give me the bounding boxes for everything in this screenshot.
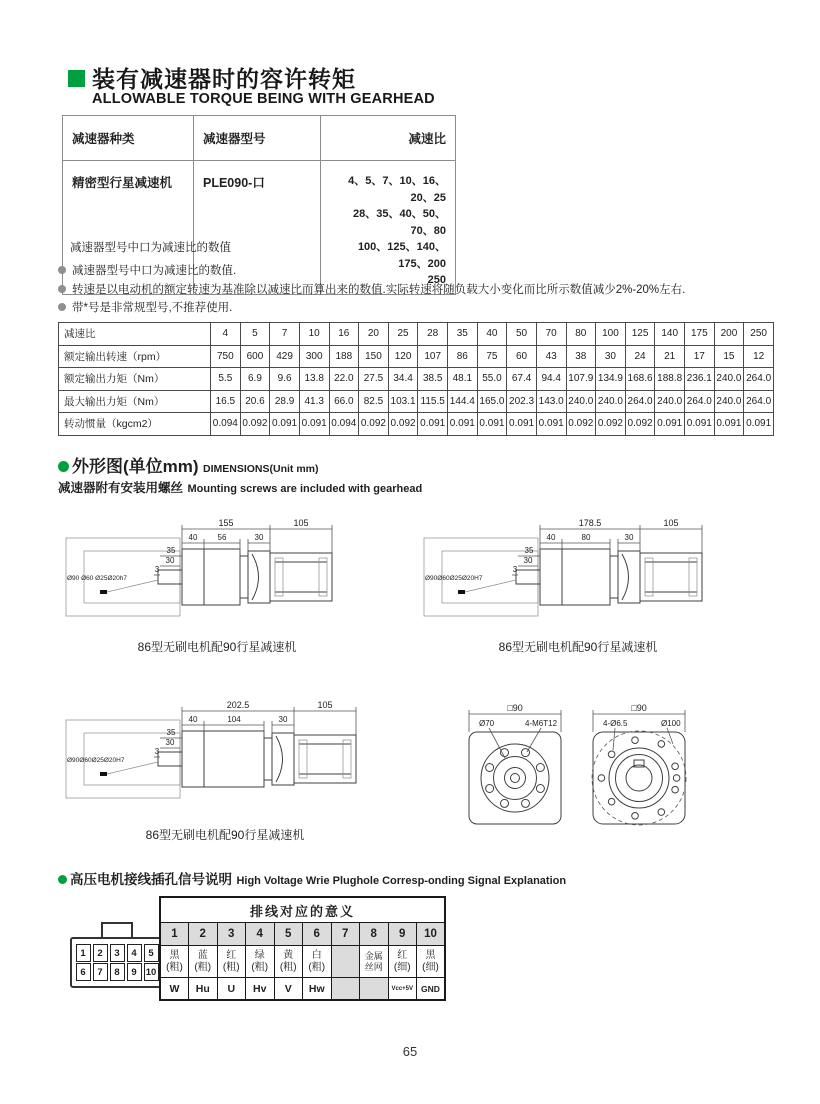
mount-holes	[598, 737, 680, 819]
spec-value: 150	[359, 345, 389, 368]
spec-ratio-header: 40	[477, 323, 507, 346]
wire-color: 蓝(粗)	[189, 946, 218, 978]
spec-value: 103.1	[388, 390, 418, 413]
spec-value: 27.5	[359, 368, 389, 391]
dim-a: 40	[188, 715, 198, 724]
plug-body	[70, 937, 164, 988]
spec-value: 0.091	[418, 413, 448, 436]
bullet-icon	[58, 285, 66, 293]
spec-value: 0.092	[388, 413, 418, 436]
dim-f: 3	[154, 565, 160, 574]
spec-value: 120	[388, 345, 418, 368]
spec-value: 264.0	[744, 390, 774, 413]
pin-number: 10	[417, 923, 446, 946]
bolt-holes	[486, 749, 545, 808]
dim-d: 35	[166, 728, 176, 737]
signal-name: GND	[417, 978, 446, 1001]
dim-total: 178.5	[578, 518, 602, 528]
notes-block	[58, 262, 685, 318]
dimensions-sub-zh: 减速器附有安装用螺丝	[58, 481, 184, 495]
wire-color: 金属丝网	[360, 946, 389, 978]
spec-value: 0.092	[625, 413, 655, 436]
gearhead-table-footnote: 减速器型号中口为减速比的数值	[70, 242, 231, 254]
spec-value: 66.0	[329, 390, 359, 413]
dim-c: 30	[254, 533, 264, 542]
pin-number: 6	[303, 923, 332, 946]
spec-value: 0.091	[714, 413, 744, 436]
dim-c: 30	[624, 533, 634, 542]
spec-value: 0.091	[655, 413, 685, 436]
signal-table	[159, 896, 446, 1001]
spec-value: 82.5	[359, 390, 389, 413]
spec-value: 67.4	[507, 368, 537, 391]
spec-value: 264.0	[744, 368, 774, 391]
dim-e: 30	[165, 556, 175, 565]
spec-value: 16.5	[211, 390, 241, 413]
dim-d: 35	[524, 546, 534, 555]
plug-pin: 8	[110, 963, 125, 981]
spec-value: 0.091	[744, 413, 774, 436]
dimensions-subheading	[58, 478, 422, 497]
plug-diagram	[70, 922, 164, 988]
spec-ratio-header: 5	[240, 323, 270, 346]
front-right-holes-label: 4-Ø6.5	[603, 719, 628, 728]
spec-value: 236.1	[685, 368, 715, 391]
signal-heading-zh: 高压电机接线插孔信号说明	[70, 872, 232, 887]
bullet-icon	[58, 266, 66, 274]
pin-number: 3	[217, 923, 246, 946]
dimensions-heading-zh: 外形图(单位mm)	[72, 457, 199, 476]
dim-b: 56	[217, 533, 227, 542]
spec-value: 168.6	[625, 368, 655, 391]
front-left-bore-label: Ø70	[479, 719, 495, 728]
spec-value: 13.8	[299, 368, 329, 391]
side-view-drawing-1	[62, 518, 352, 636]
spec-ratio-header: 35	[448, 323, 478, 346]
spec-ratio-header: 10	[299, 323, 329, 346]
keyway-mark	[458, 590, 465, 594]
shaft-diameters-label: Ø90Ø60Ø25Ø20H7	[425, 575, 483, 582]
note-text: 转速是以电动机的额定转速为基准除以减速比而算出来的数值.实际转速将随负载大小变化而比所示数值减少2%-20%左右.	[72, 283, 686, 296]
green-dot-icon	[58, 461, 69, 472]
front-left-size: □90	[507, 703, 523, 713]
signal-names-row	[160, 978, 445, 1001]
spec-ratio-header: 28	[418, 323, 448, 346]
drawing-caption: 86型无刷电机配90行星减速机	[498, 640, 658, 654]
gearhead-model: PLE090-口	[194, 161, 321, 295]
spec-value: 429	[270, 345, 300, 368]
spec-ratio-header: 50	[507, 323, 537, 346]
spec-ratio-header: 125	[625, 323, 655, 346]
wire-color	[331, 946, 360, 978]
page-title-en: ALLOWABLE TORQUE BEING WITH GEARHEAD	[92, 91, 435, 107]
plug-pin: 3	[110, 944, 125, 962]
signal-pins-row	[160, 923, 445, 946]
drawing-caption: 86型无刷电机配90行星减速机	[137, 640, 297, 654]
spec-row-label: 转动惯量（kgcm2）	[59, 413, 211, 436]
wire-color: 红(细)	[388, 946, 417, 978]
spec-value: 6.9	[240, 368, 270, 391]
dim-c: 30	[278, 715, 288, 724]
front-left-holes-label: 4-M6T12	[525, 719, 558, 728]
spec-row-label: 最大输出力矩（Nm）	[59, 390, 211, 413]
spec-value: 264.0	[625, 390, 655, 413]
spec-value: 107.9	[566, 368, 596, 391]
spec-ratio-header: 140	[655, 323, 685, 346]
spec-ratio-header: 200	[714, 323, 744, 346]
pin-number: 5	[274, 923, 303, 946]
spec-corner-label: 减速比	[59, 323, 211, 346]
spec-ratio-header: 250	[744, 323, 774, 346]
plug-pin: 6	[76, 963, 91, 981]
spec-value: 134.9	[596, 368, 626, 391]
dim-total: 202.5	[226, 700, 250, 710]
signal-name: Hw	[303, 978, 332, 1001]
plug-pin: 5	[144, 944, 159, 962]
spec-row-label: 额定输出力矩（Nm）	[59, 368, 211, 391]
spec-value: 0.092	[240, 413, 270, 436]
keyway-mark	[100, 590, 107, 594]
spec-value: 30	[596, 345, 626, 368]
col-header-ratio: 减速比	[321, 116, 456, 161]
keyway-mark	[100, 772, 107, 776]
spec-value: 0.091	[507, 413, 537, 436]
signal-name: Hu	[189, 978, 218, 1001]
spec-value: 48.1	[448, 368, 478, 391]
note-line	[58, 299, 685, 318]
plug-pin: 4	[127, 944, 142, 962]
spec-value: 115.5	[418, 390, 448, 413]
col-header-type: 减速器种类	[63, 116, 194, 161]
spec-header-row	[59, 323, 774, 346]
ratio-line: 250	[427, 274, 446, 286]
pin-number: 4	[246, 923, 275, 946]
spec-value: 24	[625, 345, 655, 368]
dim-total: 155	[218, 518, 234, 528]
spec-value: 75	[477, 345, 507, 368]
spec-ratio-header: 100	[596, 323, 626, 346]
dimensions-heading	[58, 452, 319, 477]
spec-value: 0.092	[566, 413, 596, 436]
spec-value: 9.6	[270, 368, 300, 391]
dim-b: 104	[227, 715, 241, 724]
wire-color: 绿(粗)	[246, 946, 275, 978]
spec-value: 0.091	[536, 413, 566, 436]
plug-pin: 1	[76, 944, 91, 962]
spec-value: 60	[507, 345, 537, 368]
note-text: 减速器型号中口为减速比的数值.	[72, 265, 237, 277]
spec-value: 28.9	[270, 390, 300, 413]
plug-row-top	[75, 944, 159, 962]
green-dot-icon	[58, 875, 67, 884]
spec-value: 55.0	[477, 368, 507, 391]
shaft-diameters-label: Ø90 Ø60 Ø25Ø20h7	[67, 575, 127, 582]
spec-value: 188	[329, 345, 359, 368]
spec-value: 143.0	[536, 390, 566, 413]
gearhead-table-header-row	[63, 116, 456, 161]
spec-value: 0.091	[299, 413, 329, 436]
spec-value: 144.4	[448, 390, 478, 413]
spec-value: 0.092	[596, 413, 626, 436]
dim-motor: 105	[293, 518, 309, 528]
signal-name	[360, 978, 389, 1001]
spec-value: 300	[299, 345, 329, 368]
dim-f: 3	[512, 565, 518, 574]
dim-motor: 105	[663, 518, 679, 528]
spec-value: 0.092	[359, 413, 389, 436]
spec-value: 240.0	[655, 390, 685, 413]
wire-color: 红(粗)	[217, 946, 246, 978]
dim-e: 30	[523, 556, 533, 565]
dim-b: 80	[581, 533, 591, 542]
spec-ratio-header: 25	[388, 323, 418, 346]
spec-value: 38.5	[418, 368, 448, 391]
spec-value: 5.5	[211, 368, 241, 391]
ratio-line: 28、35、40、50、70、80	[353, 208, 446, 237]
page-number: 65	[402, 1044, 418, 1059]
spec-value: 0.091	[448, 413, 478, 436]
spec-ratio-header: 20	[359, 323, 389, 346]
pin-number: 7	[331, 923, 360, 946]
bullet-icon	[58, 303, 66, 311]
spec-value: 0.091	[270, 413, 300, 436]
dim-a: 40	[188, 533, 198, 542]
spec-row-rated-torque	[59, 368, 774, 391]
spec-ratio-header: 80	[566, 323, 596, 346]
signal-name: U	[217, 978, 246, 1001]
ratio-line: 4、5、7、10、16、20、25	[348, 175, 446, 204]
note-text: 带*号是非常规型号,不推荐使用.	[72, 302, 233, 314]
spec-value: 600	[240, 345, 270, 368]
spec-value: 202.3	[507, 390, 537, 413]
spec-value: 15	[714, 345, 744, 368]
spec-value: 165.0	[477, 390, 507, 413]
signal-heading-en: High Voltage Wrie Plughole Corresp-onding Signal Explanation	[236, 875, 567, 887]
spec-value: 750	[211, 345, 241, 368]
plug-pin: 2	[93, 944, 108, 962]
signal-name: V	[274, 978, 303, 1001]
spec-table	[58, 322, 774, 436]
spec-row-max-torque	[59, 390, 774, 413]
dim-motor: 105	[317, 700, 333, 710]
spec-ratio-header: 175	[685, 323, 715, 346]
note-line	[58, 262, 685, 281]
shaft-diameters-label: Ø90Ø60Ø25Ø20H7	[67, 757, 125, 764]
signal-heading	[58, 868, 566, 889]
wire-color: 黑(细)	[417, 946, 446, 978]
pin-number: 2	[189, 923, 218, 946]
plug-row-bottom	[75, 963, 159, 981]
spec-value: 0.091	[685, 413, 715, 436]
spec-value: 94.4	[536, 368, 566, 391]
signal-name: W	[160, 978, 189, 1001]
gearhead-type: 精密型行星减速机	[63, 161, 194, 295]
page-title-zh: 装有减速器时的容许转矩	[92, 66, 356, 92]
spec-ratio-header: 16	[329, 323, 359, 346]
wire-color: 黄(粗)	[274, 946, 303, 978]
spec-value: 240.0	[714, 390, 744, 413]
pin-number: 8	[360, 923, 389, 946]
front-right-circle-label: Ø100	[661, 719, 681, 728]
side-view-drawing-2	[420, 518, 720, 636]
col-header-model: 减速器型号	[194, 116, 321, 161]
spec-value: 0.091	[477, 413, 507, 436]
spec-value: 34.4	[388, 368, 418, 391]
spec-value: 38	[566, 345, 596, 368]
spec-ratio-header: 70	[536, 323, 566, 346]
spec-value: 22.0	[329, 368, 359, 391]
spec-value: 17	[685, 345, 715, 368]
dim-a: 40	[546, 533, 556, 542]
signal-name	[331, 978, 360, 1001]
spec-value: 240.0	[714, 368, 744, 391]
spec-value: 107	[418, 345, 448, 368]
spec-ratio-header: 4	[211, 323, 241, 346]
dim-e: 30	[165, 738, 175, 747]
wire-color: 黑(粗)	[160, 946, 189, 978]
spec-value: 20.6	[240, 390, 270, 413]
pin-number: 9	[388, 923, 417, 946]
spec-value: 21	[655, 345, 685, 368]
spec-ratio-header: 7	[270, 323, 300, 346]
pin-number: 1	[160, 923, 189, 946]
dim-d: 35	[166, 546, 176, 555]
spec-value: 86	[448, 345, 478, 368]
spec-value: 12	[744, 345, 774, 368]
spec-value: 240.0	[596, 390, 626, 413]
spec-value: 240.0	[566, 390, 596, 413]
spec-value: 43	[536, 345, 566, 368]
plug-pin: 9	[127, 963, 142, 981]
spec-row-inertia	[59, 413, 774, 436]
front-view-drawings	[455, 702, 705, 830]
signal-table-title-row	[160, 897, 445, 923]
ratio-line: 100、125、140、175、200	[357, 241, 446, 270]
note-line	[58, 281, 685, 300]
side-view-drawing-3	[62, 700, 372, 820]
spec-value: 264.0	[685, 390, 715, 413]
dimensions-heading-en: DIMENSIONS(Unit mm)	[203, 463, 319, 475]
spec-value: 0.094	[211, 413, 241, 436]
front-right-size: □90	[631, 703, 647, 713]
spec-value: 41.3	[299, 390, 329, 413]
signal-name: Vcc+5V	[388, 978, 417, 1001]
spec-value: 188.8	[655, 368, 685, 391]
signal-table-title: 排线对应的意义	[160, 897, 445, 923]
dimensions-sub-en: Mounting screws are included with gearhead	[187, 483, 423, 495]
spec-row-rpm	[59, 345, 774, 368]
spec-row-label: 额定输出转速（rpm）	[59, 345, 211, 368]
spec-value: 0.094	[329, 413, 359, 436]
plug-pin: 10	[144, 963, 159, 981]
plug-pin: 7	[93, 963, 108, 981]
dim-f: 3	[154, 747, 160, 756]
wire-color: 白(粗)	[303, 946, 332, 978]
signal-name: Hv	[246, 978, 275, 1001]
signal-colors-row	[160, 946, 445, 978]
section-marker-square	[68, 70, 85, 87]
drawing-caption: 86型无刷电机配90行星减速机	[145, 828, 305, 842]
